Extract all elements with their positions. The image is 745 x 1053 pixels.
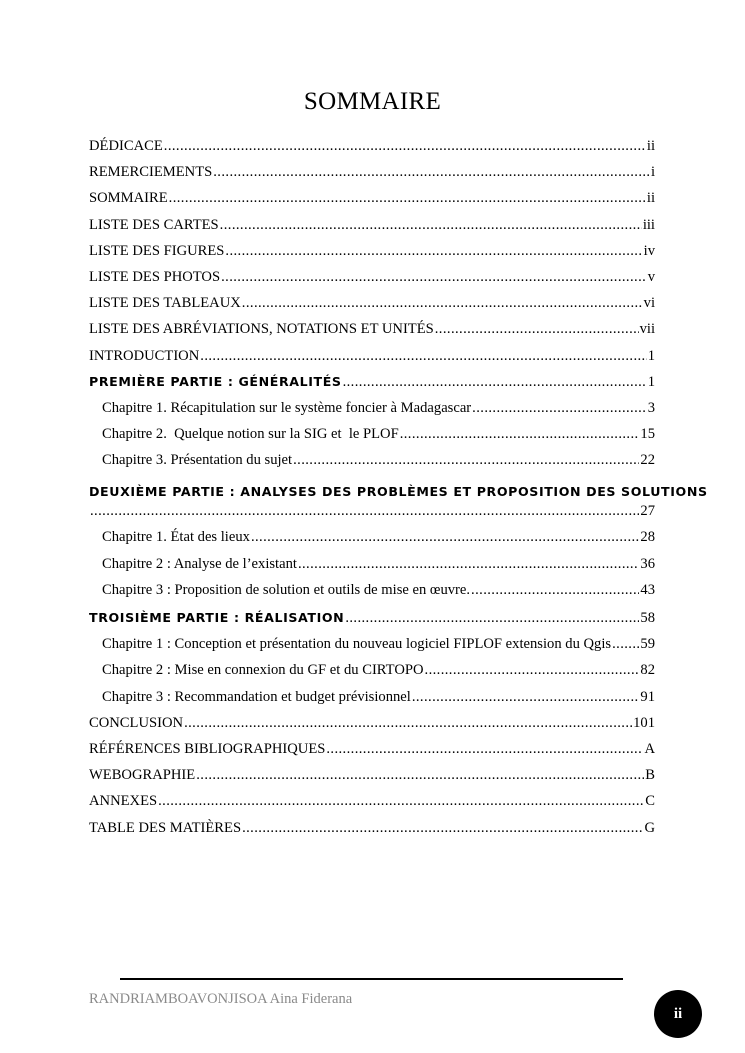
toc-label: LISTE DES ABRÉVIATIONS, NOTATIONS ET UNITÉS [89, 321, 434, 338]
toc-page: 43 [640, 581, 655, 598]
toc-entry-liste-tableaux[interactable] [89, 295, 655, 321]
toc-leader [221, 269, 647, 286]
toc-entry-liste-cartes[interactable] [89, 217, 655, 243]
toc-leader [345, 610, 639, 627]
toc-label: TABLE DES MATIÈRES [89, 819, 242, 836]
toc-entry-liste-figures[interactable] [89, 243, 655, 269]
toc-page: iii [642, 216, 655, 233]
toc-leader [164, 138, 646, 155]
toc-label: CONCLUSION [89, 714, 184, 731]
footer-divider [120, 978, 623, 980]
toc-leader [213, 164, 650, 181]
toc-leader [242, 820, 643, 837]
toc-label: Chapitre 2 : Mise en connexion du GF et du CIRTOPO [102, 662, 424, 679]
toc-label: Chapitre 3 : Proposition de solution et outils de mise en œuvre. [102, 581, 471, 598]
toc-label: WEBOGRAPHIE [89, 767, 196, 784]
toc-entry-liste-photos[interactable] [89, 269, 655, 295]
toc-leader [184, 715, 632, 732]
toc-entry-p1-chapter-2[interactable] [89, 426, 655, 452]
toc-entry-p2-chapter-3[interactable] [89, 582, 655, 608]
toc-part-label: TROISIÈME PARTIE : RÉALISATION [89, 610, 345, 625]
toc-page: ii [646, 190, 655, 207]
toc-entry-p1-chapter-1[interactable] [89, 400, 655, 426]
toc-entry-webographie[interactable] [89, 767, 655, 793]
toc-page: 15 [640, 426, 655, 443]
toc-label: Chapitre 1. Récapitulation sur le système foncier à Madagascar [102, 399, 472, 416]
toc-page: 91 [640, 688, 655, 705]
toc-page: 101 [633, 714, 655, 731]
toc-page: G [644, 819, 655, 836]
toc-page: vii [639, 321, 655, 338]
toc-leader [242, 295, 643, 312]
toc-entry-references[interactable] [89, 741, 655, 767]
toc-leader [612, 636, 639, 653]
toc-label: Chapitre 1. État des lieux [102, 529, 250, 546]
toc-page: C [645, 793, 655, 810]
toc-leader [90, 503, 639, 520]
toc-leader [326, 741, 643, 758]
toc-label: Chapitre 3 : Recommandation et budget prévisionnel [102, 688, 411, 705]
toc-page: 3 [647, 399, 655, 416]
toc-label: REMERCIEMENTS [89, 164, 213, 181]
toc-label: INTRODUCTION [89, 347, 200, 364]
toc-label: LISTE DES CARTES [89, 216, 219, 233]
toc-leader [200, 348, 646, 365]
toc-leader [412, 689, 640, 706]
toc-page: 82 [640, 662, 655, 679]
toc-label: LISTE DES TABLEAUX [89, 295, 241, 312]
toc-leader [472, 400, 647, 417]
toc-entry-dedicace[interactable] [89, 138, 655, 164]
toc-label: LISTE DES PHOTOS [89, 268, 221, 285]
toc-label: Chapitre 3. Présentation du sujet [102, 452, 293, 469]
toc-leader [158, 793, 644, 810]
toc-page: 59 [640, 636, 655, 653]
toc-label: Chapitre 1 : Conception et présentation du nouveau logiciel FIPLOF extension du Qgis [102, 636, 612, 653]
toc-entry-conclusion[interactable] [89, 715, 655, 741]
toc-entry-table-matieres[interactable] [89, 820, 655, 846]
toc-page: 36 [640, 555, 655, 572]
toc-entry-p2-chapter-1[interactable] [89, 529, 655, 555]
toc-entry-annexes[interactable] [89, 793, 655, 819]
toc-leader [196, 767, 644, 784]
toc-label: DÉDICACE [89, 138, 163, 154]
toc-leader [251, 529, 639, 546]
toc-entry-sommaire[interactable] [89, 190, 655, 216]
toc-label: RÉFÉRENCES BIBLIOGRAPHIQUES [89, 740, 326, 757]
toc-page: i [650, 164, 655, 181]
toc-leader [425, 662, 640, 679]
table-of-contents [89, 138, 708, 846]
toc-page: ii [646, 138, 655, 154]
toc-label: SOMMAIRE [89, 190, 168, 207]
toc-page: 58 [640, 610, 655, 626]
toc-leader [298, 556, 639, 573]
toc-entry-p3-chapter-2[interactable] [89, 662, 655, 688]
toc-leader [471, 582, 639, 599]
toc-page: vi [643, 295, 655, 312]
toc-entry-p2-chapter-2[interactable] [89, 556, 655, 582]
toc-entry-part-1[interactable] [89, 374, 655, 400]
toc-page: 1 [647, 373, 655, 390]
toc-entry-p1-chapter-3[interactable] [89, 452, 655, 478]
footer-author: RANDRIAMBOAVONJISOA Aina Fiderana [89, 991, 353, 1007]
toc-page: iv [643, 242, 655, 259]
toc-label: Chapitre 2. Quelque notion sur la SIG et le PLOF [102, 426, 399, 443]
toc-leader [435, 321, 639, 338]
page-title: SOMMAIRE [303, 88, 442, 115]
toc-page: 28 [640, 529, 655, 546]
toc-entry-part-2[interactable] [89, 481, 708, 529]
toc-part-label: PREMIÈRE PARTIE : GÉNÉRALITÉS [89, 373, 342, 389]
toc-entry-introduction[interactable] [89, 348, 655, 374]
toc-page: B [645, 767, 655, 784]
toc-page: v [647, 268, 655, 285]
toc-leader [293, 452, 639, 469]
toc-label: ANNEXES [89, 793, 158, 810]
toc-entry-p3-chapter-1[interactable] [89, 636, 655, 662]
toc-label: LISTE DES FIGURES [89, 242, 225, 259]
page-number-badge: ii [654, 990, 702, 1038]
toc-entry-p3-chapter-3[interactable] [89, 689, 655, 715]
toc-leader [169, 190, 646, 207]
toc-page: A [644, 740, 655, 757]
toc-page: 22 [640, 452, 655, 469]
toc-leader [343, 374, 647, 391]
toc-page: 27 [640, 503, 655, 520]
toc-leader [220, 217, 642, 234]
toc-leader [225, 243, 642, 260]
toc-entry-remerciements[interactable] [89, 164, 655, 190]
toc-leader [400, 426, 640, 443]
toc-label: Chapitre 2 : Analyse de l’existant [102, 555, 297, 572]
toc-page: 1 [647, 347, 655, 364]
toc-entry-liste-abreviations[interactable] [89, 321, 655, 347]
toc-part-label: DEUXIÈME PARTIE : ANALYSES DES PROBLÈMES ET PROPOSITION DES SOLUTIONS [89, 484, 708, 500]
toc-entry-part-3[interactable] [89, 610, 655, 636]
